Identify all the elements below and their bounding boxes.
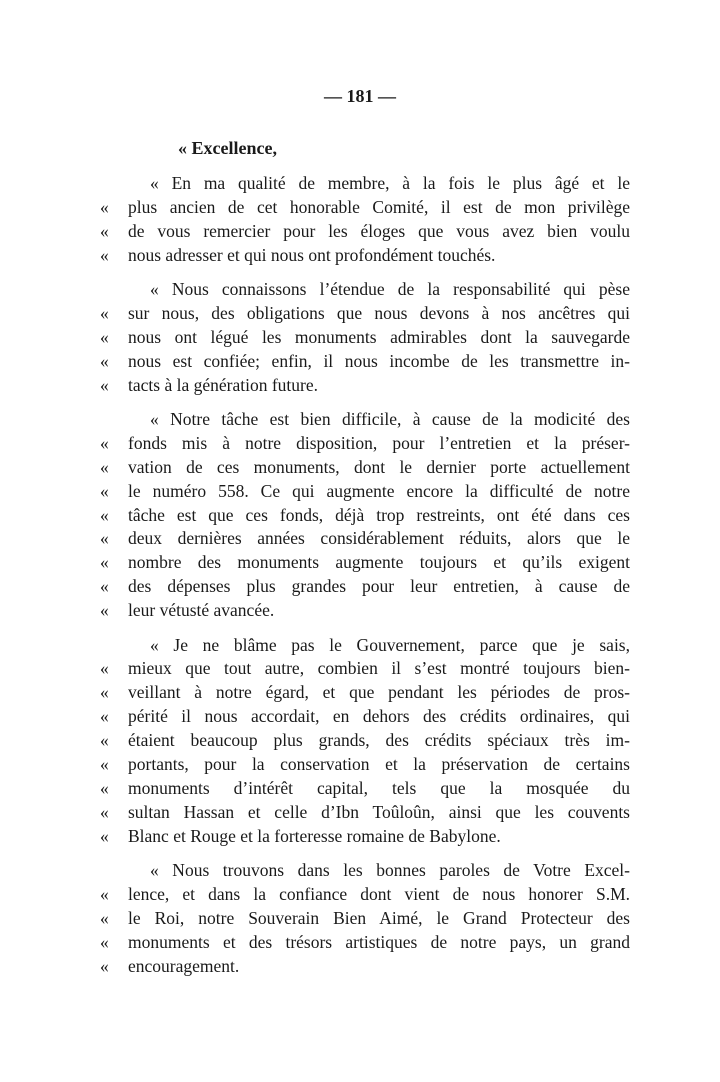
margin-guillemet: « [100, 825, 109, 846]
line-text: plus ancien de cet honorable Comité, il est de mon privilège [128, 196, 630, 217]
line-text: « Notre tâche est bien difficile, à cause de la modicité des [150, 409, 630, 430]
margin-guillemet: « [100, 907, 109, 928]
margin-guillemet: « [100, 576, 109, 597]
margin-guillemet [100, 859, 128, 883]
text-line [100, 278, 630, 302]
line-text: tâche est que ces fonds, déjà trop restreints, ont été dans ces [128, 504, 630, 525]
line-text: tacts à la génération future. [128, 374, 318, 395]
line-text: « Nous connaissons l’étendue de la responsabilité qui pèse [150, 279, 630, 300]
text-line [100, 504, 630, 528]
line-text: deux dernières années considérablement réduits, alors que le [128, 528, 630, 549]
margin-guillemet [100, 634, 128, 658]
text-line [100, 681, 630, 705]
line-text: périté il nous accordait, en dehors des crédits ordinaires, qui [128, 706, 630, 727]
line-text: mieux que tout autre, combien il s’est montré toujours bien- [128, 658, 630, 679]
margin-guillemet: « [100, 456, 109, 477]
text-line [100, 326, 630, 350]
margin-guillemet: « [100, 682, 109, 703]
salutation: « Excellence, [178, 138, 277, 158]
text-line [100, 729, 630, 753]
line-text: encouragement. [128, 955, 240, 976]
line-text: leur vétusté avancée. [128, 600, 275, 621]
line-text: « En ma qualité de membre, à la fois le plus âgé et le [150, 173, 630, 193]
text-line [100, 777, 630, 801]
line-text: fonds mis à notre disposition, pour l’entretien et la préser- [128, 432, 630, 453]
line-text: nous est confiée; enfin, il nous incombe de les transmettre in- [128, 350, 630, 371]
text-line [100, 575, 630, 599]
margin-guillemet: « [100, 730, 109, 751]
margin-guillemet: « [100, 244, 109, 265]
text-line [100, 432, 630, 456]
page-number: — 181 — [324, 86, 396, 106]
speech-body [100, 172, 630, 989]
margin-guillemet [100, 172, 128, 196]
text-line [100, 408, 630, 432]
line-text: veillant à notre égard, et que pendant les périodes de pros- [128, 682, 630, 703]
margin-guillemet: « [100, 955, 109, 976]
margin-guillemet: « [100, 801, 109, 822]
line-text: de vous remercier pour les éloges que vous avez bien voulu [128, 220, 630, 241]
margin-guillemet: « [100, 753, 109, 774]
text-line [100, 374, 630, 398]
text-line [100, 825, 630, 849]
line-text: nombre des monuments augmente toujours et qu’ils exigent [128, 552, 630, 573]
text-line [100, 551, 630, 575]
margin-guillemet: « [100, 350, 109, 371]
text-line [100, 705, 630, 729]
margin-guillemet: « [100, 196, 109, 217]
line-text: portants, pour la conservation et la préservation de certains [128, 753, 630, 774]
text-line [100, 907, 630, 931]
margin-guillemet [100, 408, 128, 432]
line-text: vation de ces monuments, dont le dernier porte actuellement [128, 456, 630, 477]
margin-guillemet: « [100, 552, 109, 573]
paragraph [100, 172, 630, 268]
line-text: monuments d’intérêt capital, tels que la mosquée du [128, 777, 630, 798]
margin-guillemet: « [100, 658, 109, 679]
paragraph [100, 408, 630, 623]
margin-guillemet: « [100, 374, 109, 395]
text-line [100, 456, 630, 480]
paragraph [100, 859, 630, 978]
margin-guillemet: « [100, 302, 109, 323]
text-line [100, 801, 630, 825]
text-line [100, 657, 630, 681]
text-line [100, 859, 630, 883]
margin-guillemet: « [100, 600, 109, 621]
text-line [100, 955, 630, 979]
margin-guillemet: « [100, 220, 109, 241]
line-text: sur nous, des obligations que nous devons à nos ancêtres qui [128, 302, 630, 323]
margin-guillemet: « [100, 432, 109, 453]
text-line [100, 634, 630, 658]
margin-guillemet: « [100, 706, 109, 727]
text-line [100, 302, 630, 326]
line-text: étaient beaucoup plus grands, des crédits spéciaux très im- [128, 730, 630, 751]
line-text: lence, et dans la confiance dont vient de nous honorer S.M. [128, 883, 630, 904]
text-line [100, 599, 630, 623]
margin-guillemet: « [100, 931, 109, 952]
line-text: le numéro 558. Ce qui augmente encore la difficulté de notre [128, 480, 630, 501]
margin-guillemet: « [100, 777, 109, 798]
line-text: « Nous trouvons dans les bonnes paroles de Votre Excel- [150, 860, 630, 881]
line-text: monuments et des trésors artistiques de notre pays, un grand [128, 931, 630, 952]
text-line [100, 480, 630, 504]
margin-guillemet: « [100, 883, 109, 904]
margin-guillemet: « [100, 528, 109, 549]
margin-guillemet: « [100, 504, 109, 525]
text-line [100, 753, 630, 777]
line-text: des dépenses plus grandes pour leur entretien, à cause de [128, 576, 630, 597]
text-line [100, 244, 630, 268]
line-text: Blanc et Rouge et la forteresse romaine de Babylone. [128, 825, 501, 846]
margin-guillemet: « [100, 326, 109, 347]
margin-guillemet: « [100, 480, 109, 501]
line-text: nous adresser et qui nous ont profondément touchés. [128, 244, 496, 265]
text-line [100, 527, 630, 551]
paragraph [100, 278, 630, 397]
text-line [100, 350, 630, 374]
line-text: nous ont légué les monuments admirables dont la sauvegarde [128, 326, 630, 347]
line-text: sultan Hassan et celle d’Ibn Toûloûn, ainsi que les couvents [128, 801, 630, 822]
line-text: le Roi, notre Souverain Bien Aimé, le Grand Protecteur des [128, 907, 630, 928]
paragraph [100, 634, 630, 849]
text-line [100, 196, 630, 220]
text-line [100, 220, 630, 244]
line-text: « Je ne blâme pas le Gouvernement, parce que je sais, [150, 634, 630, 655]
text-line [100, 931, 630, 955]
margin-guillemet [100, 278, 128, 302]
text-line [100, 172, 630, 196]
text-line [100, 883, 630, 907]
